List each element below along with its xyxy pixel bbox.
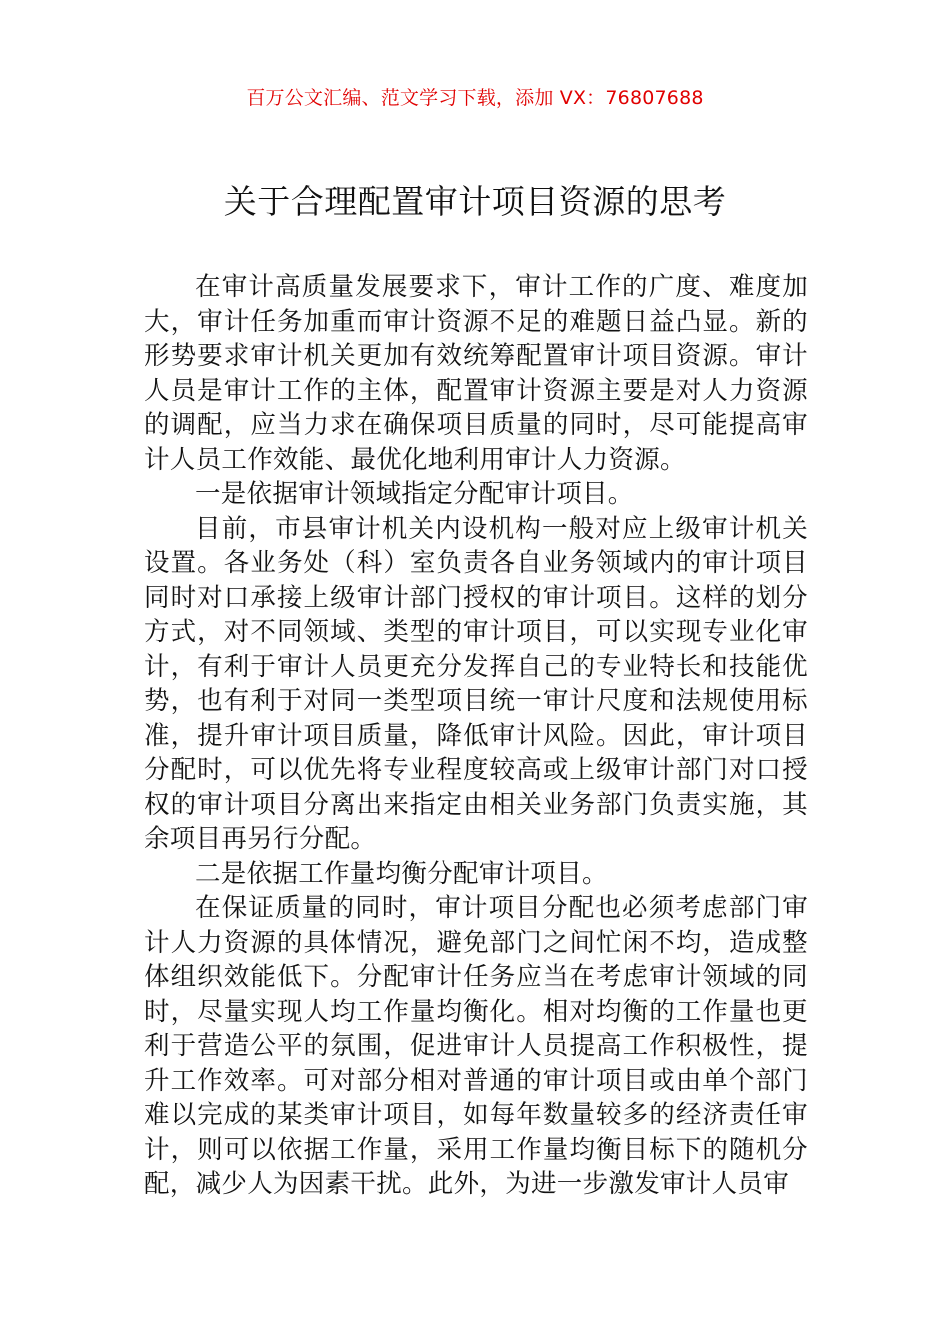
- section-heading-1: 一是依据审计领域指定分配审计项目。: [195, 479, 634, 509]
- paragraph-section-1: 目前，市县审计机关内设机构一般对应上级审计机关设置。各业务处（科）室负责各自业务领域内的审计项目同时对口承接上级审计部门授权的审计项目。这样的划分方式，对不同领域、类型的审计项目，可以实现专业化审计，有利于审计人员更充分发挥自己的专业特长和技能优势，也有利于对同一类型项目统一审计尺度和法规使用标准，提升审计项目质量，降低审计风险。因此，审计项目分配时，可以优先将专业程度较高或上级审计部门对口授权的审计项目分离出来指定由相关业务部门负责实施，其余项目再另行分配。: [144, 513, 808, 854]
- header-promo-note: 百万公文汇编、范文学习下载，添加 VX：76807688: [246, 87, 704, 109]
- document-body: [144, 270, 808, 1202]
- document-title: 关于合理配置审计项目资源的思考: [223, 182, 727, 221]
- paragraph-section-2: 在保证质量的同时，审计项目分配也必须考虑部门审计人力资源的具体情况，避免部门之间忙闲不均，造成整体组织效能低下。分配审计任务应当在考虑审计领域的同时，尽量实现人均工作量均衡化。相对均衡的工作量也更利于营造公平的氛围，促进审计人员提高工作积极性，提升工作效率。可对部分相对普通的审计项目或由单个部门难以完成的某类审计项目，如每年数量较多的经济责任审计，则可以依据工作量，采用工作量均衡目标下的随机分配，减少人为因素干扰。此外，为进一步激发审计人员审: [144, 893, 808, 1199]
- section-heading-2: 二是依据工作量均衡分配审计项目。: [195, 858, 608, 889]
- paragraph-intro: 在审计高质量发展要求下，审计工作的广度、难度加大，审计任务加重而审计资源不足的难题日益凸显。新的形势要求审计机关更加有效统筹配置审计项目资源。审计人员是审计工作的主体，配置审计资源主要是对人力资源的调配，应当力求在确保项目质量的同时，尽可能提高审计人员工作效能、最优化地利用审计人力资源。: [144, 272, 808, 475]
